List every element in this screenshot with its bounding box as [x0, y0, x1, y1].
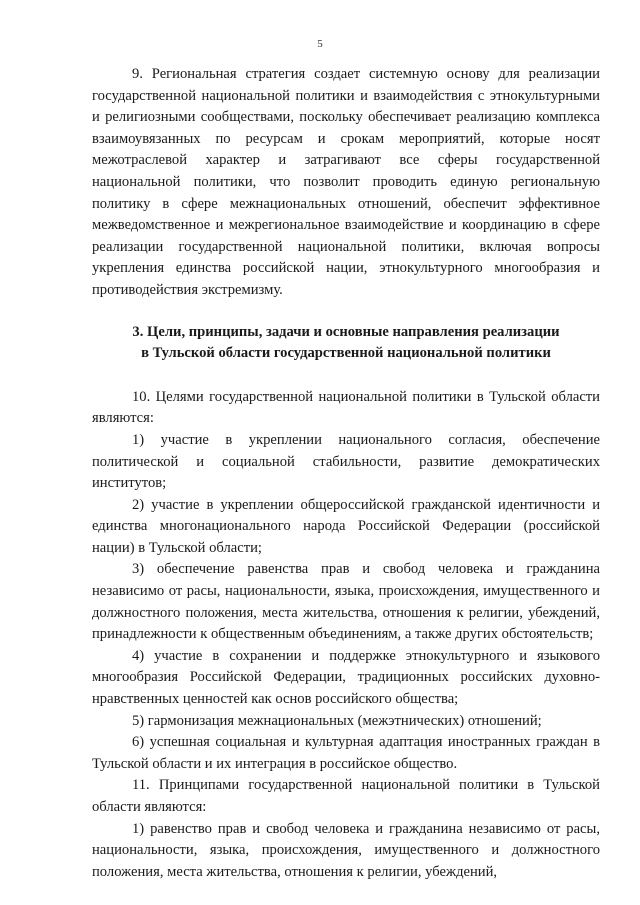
goal-item-3: 3) обеспечение равенства прав и свобод человека и гражданина независимо от расы, национальности, языка, происхождения, имущественного и должностного положения, места жительства, отношения к религии, убеждений, принадлежности к общественным объединениям, а также других обстоятельств; — [92, 561, 600, 643]
principle-item-1: 1) равенство прав и свобод человека и гражданина независимо от расы, национальности, языка, происхождения, имущественного и должностного положения, места жительства, отношения к религии, убеждений, — [92, 820, 600, 880]
section-heading-line-2: в Тульской области государственной национальной политики — [141, 345, 551, 362]
page-number: 5 — [317, 38, 323, 50]
section-heading — [92, 322, 600, 365]
goal-item-2: 2) участие в укреплении общероссийской гражданской идентичности и единства многонационального народа Российской Федерации (российской нации) в Тульской области; — [92, 496, 600, 556]
goal-item-4: 4) участие в сохранении и поддержке этнокультурного и языкового многообразия Российской Федерации, традиционных российских духовно-нравственных ценностей как основ российского общества; — [92, 647, 600, 708]
section-heading-line-1: 3. Цели, принципы, задачи и основные направления реализации — [132, 323, 560, 340]
paragraph-9: 9. Региональная стратегия создает системную основу для реализации государственной национальной политики и взаимодействия с этнокультурными и религиозными сообществами, поскольку обеспечивает реализацию комплекса взаимоувязанных по ресурсам и срокам мероприятий, которые носят межотраслевой характер и затрагивают все сферы государственной национальной политики, что позволит проводить единую региональную политику в сфере межнациональных отношений, обеспечит эффективное межведомственное и межрегиональное взаимодействие и координацию в сфере реализации государственной национальной политики, включая вопросы укрепления единства российской нации, этнокультурного многообразия и противодействия экстремизму. — [92, 66, 600, 298]
goal-item-6: 6) успешная социальная и культурная адаптация иностранных граждан в Тульской области и их интеграция в российское общество. — [92, 734, 600, 772]
paragraph-11: 11. Принципами государственной национальной политики в Тульской области являются: — [92, 777, 600, 815]
paragraph-10: 10. Целями государственной национальной политики в Тульской области являются: — [92, 388, 600, 427]
goal-item-1: 1) участие в укреплении национального согласия, обеспечение политической и социальной стабильности, развитие демократических институтов; — [92, 431, 600, 492]
goal-item-5: 5) гармонизация межнациональных (межэтнических) отношений; — [132, 712, 542, 729]
document-body — [92, 64, 600, 883]
